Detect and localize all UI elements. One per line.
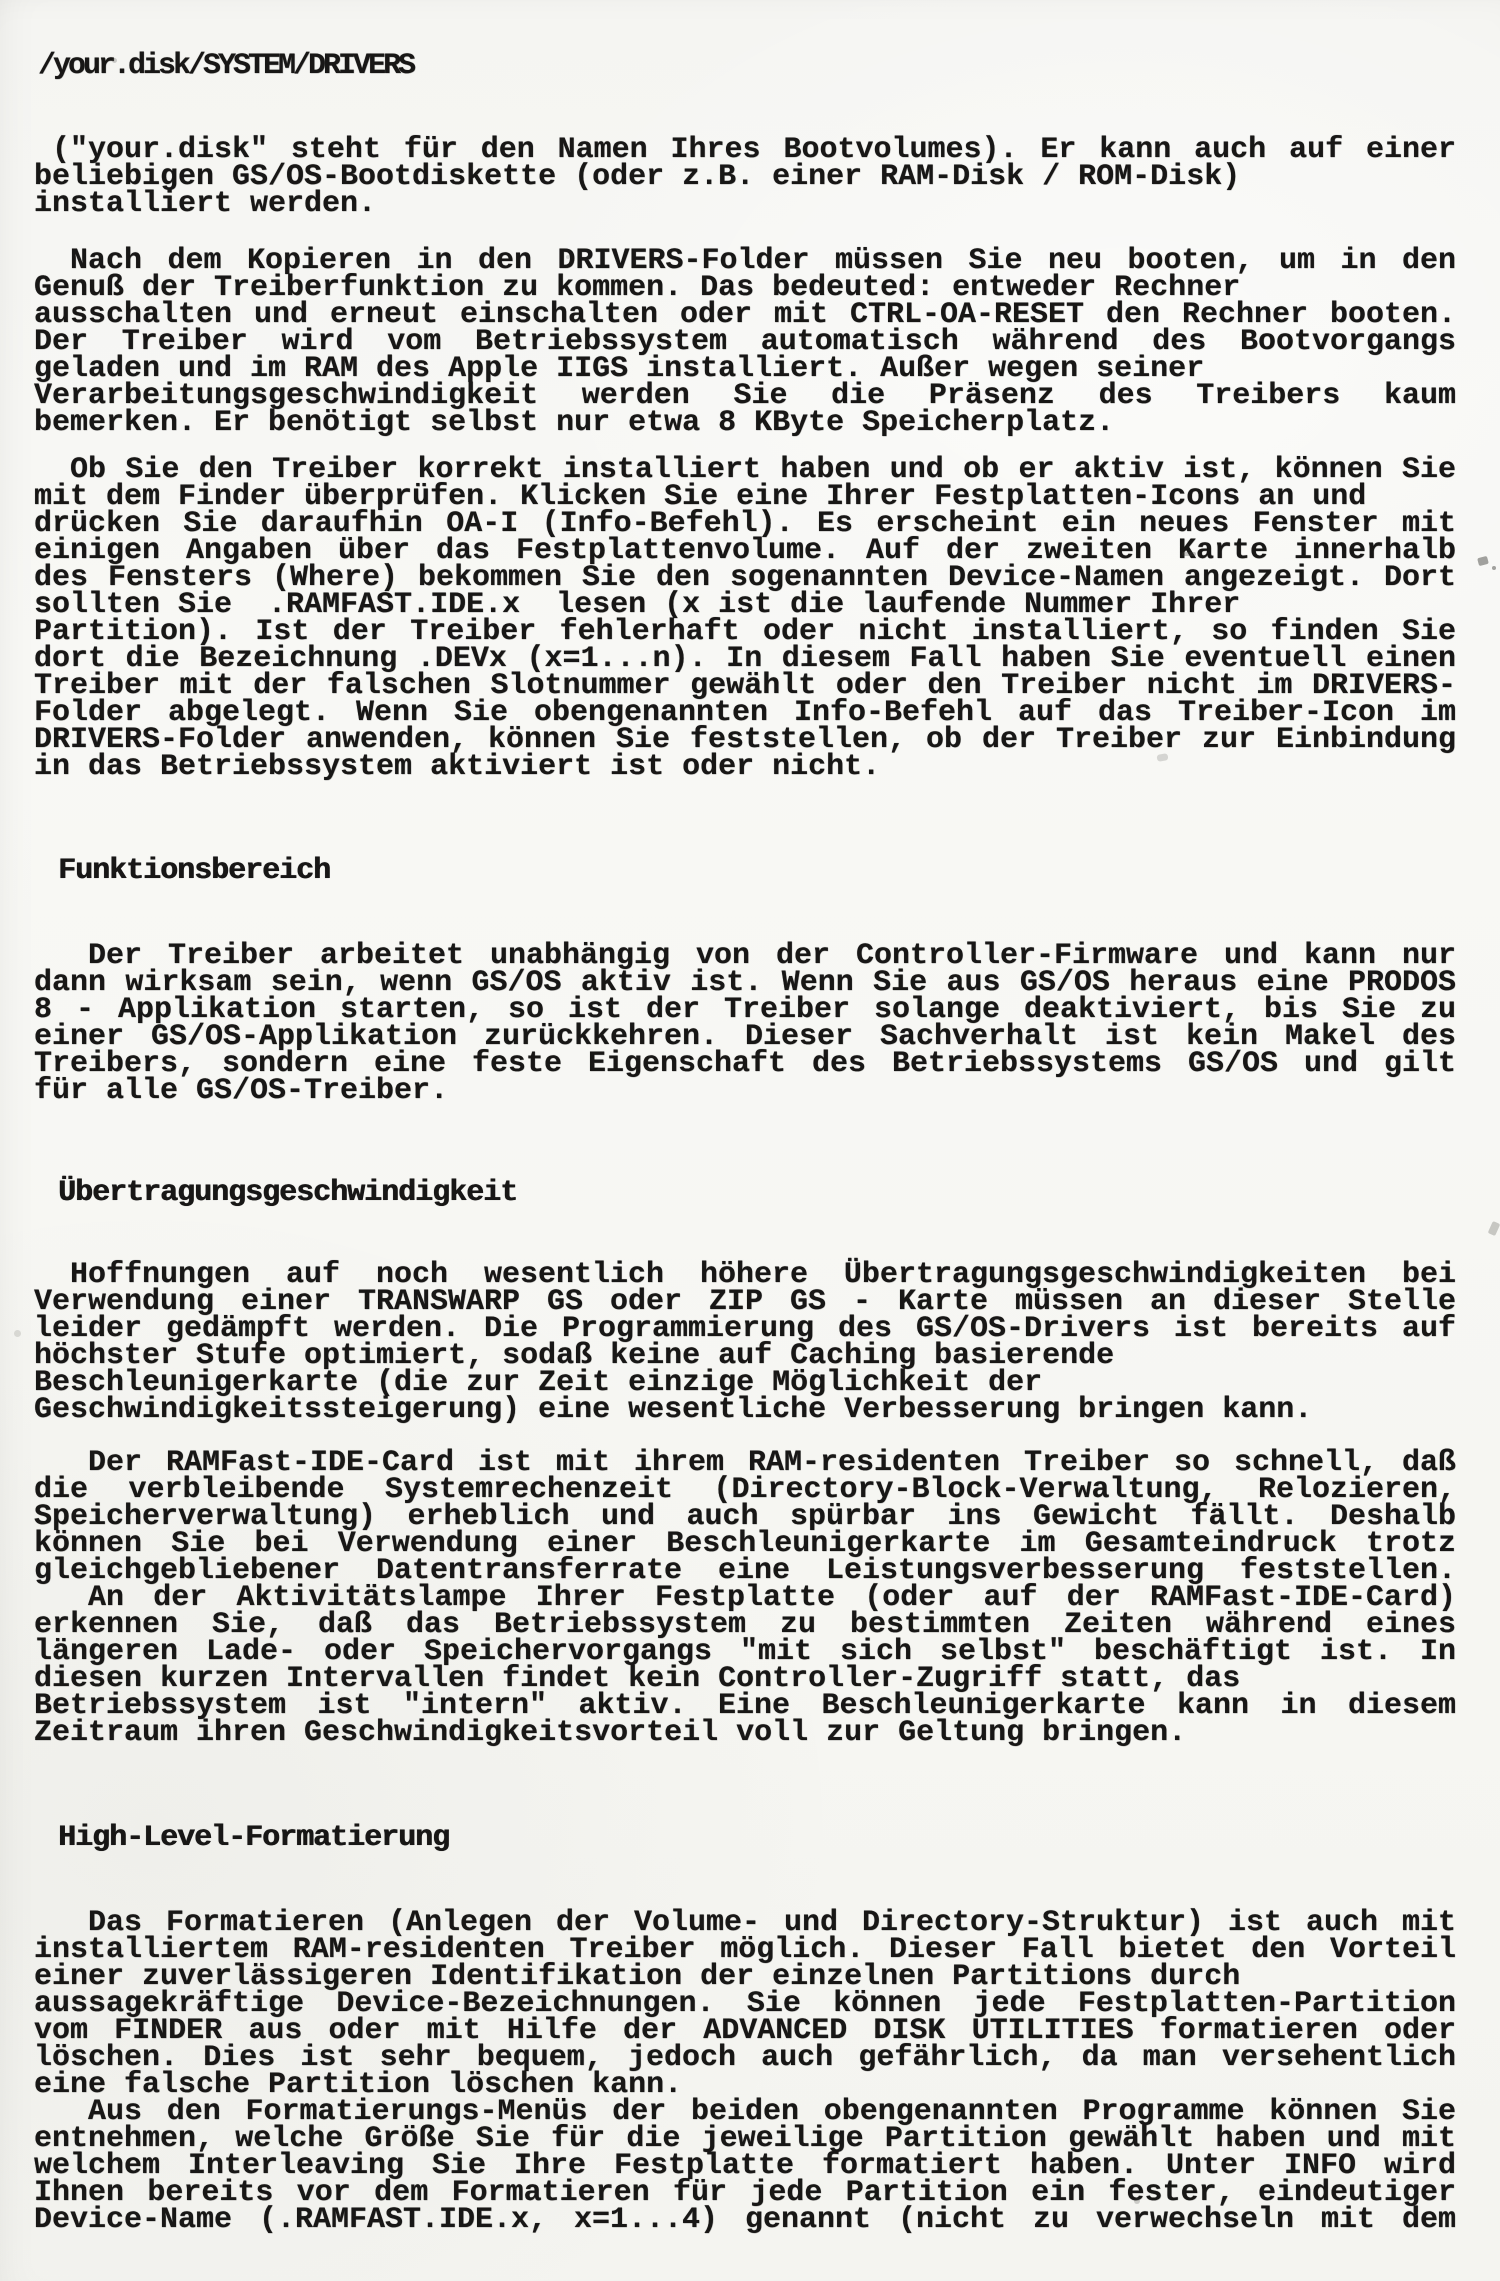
- paragraph: [34, 133, 1456, 221]
- text-line: einer GS/OS-Applikation zurückkehren. Dieser Sachverhalt ist kein Makel des: [34, 1020, 1456, 1054]
- paragraph: [34, 244, 1456, 440]
- text-line: Zeitraum ihren Geschwindigkeitsvorteil voll zur Geltung bringen.: [34, 1716, 1187, 1750]
- section-heading: High-Level-Formatierung: [58, 1821, 450, 1855]
- text-line: Device-Name (.RAMFAST.IDE.x, x=1...4) genannt (nicht zu verwechseln mit dem: [34, 2203, 1456, 2237]
- text-line: entnehmen, welche Größe Sie für die jeweilige Partition gewählt haben und mit: [34, 2122, 1456, 2156]
- text-line: mit dem Finder überprüfen. Klicken Sie eine Ihrer Festplatten-Icons an und: [34, 480, 1367, 514]
- scan-speck: [1477, 556, 1489, 566]
- text-line: Beschleunigerkarte (die zur Zeit einzige Möglichkeit der: [34, 1366, 1043, 1400]
- text-line: leider gedämpft werden. Die Programmierung des GS/OS-Drivers ist bereits auf: [34, 1312, 1456, 1346]
- scan-speck: [1492, 566, 1496, 570]
- text-line: DRIVERS-Folder anwenden, können Sie feststellen, ob der Treiber zur Einbindung: [34, 723, 1456, 757]
- scan-speck: [14, 1330, 21, 1337]
- text-line: Der Treiber arbeitet unabhängig von der Controller-Firmware und kann nur: [88, 939, 1456, 973]
- paragraph: [34, 939, 1456, 1108]
- text-line: Der Treiber wird vom Betriebssystem automatisch während des Bootvorgangs: [34, 325, 1456, 359]
- text-line: einer zuverlässigeren Identifikation der einzelnen Partitions durch: [34, 1960, 1241, 1994]
- section-heading: Funktionsbereich: [58, 854, 331, 888]
- text-line: löschen. Dies ist sehr bequem, jedoch auch gefährlich, da man versehentlich: [34, 2041, 1456, 2075]
- text-line: vom FINDER aus oder mit Hilfe der ADVANCED DISK UTILITIES formatieren oder: [34, 2014, 1456, 2048]
- text-line: können Sie bei Verwendung einer Beschleunigerkarte im Gesamteindruck trotz: [34, 1527, 1456, 1561]
- text-line: für alle GS/OS-Treiber.: [34, 1074, 449, 1108]
- text-line: einigen Angaben über das Festplattenvolume. Auf der zweiten Karte innerhalb: [34, 534, 1456, 568]
- document-body: [34, 133, 1456, 2237]
- text-line: Ihnen bereits vor dem Formatieren für jede Partition ein fester, eindeutiger: [34, 2176, 1456, 2210]
- text-line: des Fensters (Where) bekommen Sie den sogenannten Device-Namen angezeigt. Dort: [34, 561, 1456, 595]
- paragraph: [34, 453, 1456, 784]
- text-line: Das Formatieren (Anlegen der Volume- und Directory-Struktur) ist auch mit: [88, 1906, 1456, 1940]
- text-line: installiert werden.: [34, 187, 377, 221]
- section-heading: Übertragungsgeschwindigkeit: [58, 1176, 518, 1210]
- text-line: 8 - Applikation starten, so ist der Treiber solange deaktiviert, bis Sie zu: [34, 993, 1456, 1027]
- paragraph: [34, 1446, 1456, 1750]
- text-line: Nach dem Kopieren in den DRIVERS-Folder müssen Sie neu booten, um in den: [70, 244, 1456, 278]
- text-line: Der RAMFast-IDE-Card ist mit ihrem RAM-residenten Treiber so schnell, daß: [88, 1446, 1456, 1480]
- text-line: diesen kurzen Intervallen findet kein Controller-Zugriff statt, das: [34, 1662, 1241, 1696]
- text-line: Treibers, sondern eine feste Eigenschaft des Betriebssystems GS/OS und gilt: [34, 1047, 1456, 1081]
- text-line: Treiber mit der falschen Slotnummer gewählt oder den Treiber nicht im DRIVERS-: [34, 669, 1456, 703]
- text-line: Geschwindigkeitssteigerung) eine wesentliche Verbesserung bringen kann.: [34, 1393, 1313, 1427]
- text-line: erkennen Sie, daß das Betriebssystem zu bestimmten Zeiten während eines: [34, 1608, 1456, 1642]
- text-line: bemerken. Er benötigt selbst nur etwa 8 KByte Speicherplatz.: [34, 406, 1115, 440]
- text-line: Ob Sie den Treiber korrekt installiert haben und ob er aktiv ist, können Sie: [70, 453, 1456, 487]
- text-line: drücken Sie daraufhin OA-I (Info-Befehl). Es erscheint ein neues Fenster mit: [34, 507, 1456, 541]
- text-line: die verbleibende Systemrechenzeit (Directory-Block-Verwaltung, Relozieren,: [34, 1473, 1456, 1507]
- text-line: Speicherverwaltung) erheblich und auch spürbar ins Gewicht fällt. Deshalb: [34, 1500, 1456, 1534]
- text-line: höchster Stufe optimiert, sodaß keine auf Caching basierende: [34, 1339, 1115, 1373]
- text-line: beliebigen GS/OS-Bootdiskette (oder z.B. einer RAM-Disk / ROM-Disk): [34, 160, 1241, 194]
- text-line: gleichgebliebener Datentransferrate eine Leistungsverbesserung feststellen.: [34, 1554, 1456, 1588]
- text-line: sollten Sie .RAMFAST.IDE.x lesen (x ist die laufende Nummer Ihrer: [34, 588, 1241, 622]
- text-line: eine falsche Partition löschen kann.: [34, 2068, 683, 2102]
- text-line: installiertem RAM-residenten Treiber möglich. Dieser Fall bietet den Vorteil: [34, 1933, 1456, 1967]
- scan-speck: [1488, 1221, 1500, 1236]
- text-line: Verarbeitungsgeschwindigkeit werden Sie die Präsenz des Treibers kaum: [34, 379, 1456, 413]
- text-line: Partition). Ist der Treiber fehlerhaft oder nicht installiert, so finden Sie: [34, 615, 1456, 649]
- text-line: ausschalten und erneut einschalten oder mit CTRL-OA-RESET den Rechner booten.: [34, 298, 1456, 332]
- text-line: Folder abgelegt. Wenn Sie obengenannten Info-Befehl auf das Treiber-Icon im: [34, 696, 1456, 730]
- text-line: Verwendung einer TRANSWARP GS oder ZIP GS - Karte müssen an dieser Stelle: [34, 1285, 1456, 1319]
- text-line: welchem Interleaving Sie Ihre Festplatte formatiert haben. Unter INFO wird: [34, 2149, 1456, 2183]
- text-line: Aus den Formatierungs-Menüs der beiden obengenannten Programme können Sie: [88, 2095, 1456, 2129]
- text-line: dort die Bezeichnung .DEVx (x=1...n). In diesem Fall haben Sie eventuell einen: [34, 642, 1456, 676]
- text-line: in das Betriebssystem aktiviert ist oder nicht.: [34, 750, 881, 784]
- text-line: längeren Lade- oder Speichervorgangs "mit sich selbst" beschäftigt ist. In: [34, 1635, 1456, 1669]
- text-line: Hoffnungen auf noch wesentlich höhere Übertragungsgeschwindigkeiten bei: [70, 1258, 1456, 1292]
- paragraph: [34, 1906, 1456, 2237]
- text-line: dann wirksam sein, wenn GS/OS aktiv ist. Wenn Sie aus GS/OS heraus eine PRODOS: [34, 966, 1456, 1000]
- paragraph: [34, 1258, 1456, 1427]
- text-line: ("your.disk" steht für den Namen Ihres Bootvolumes). Er kann auch auf einer: [52, 133, 1456, 167]
- text-line: Betriebssystem ist "intern" aktiv. Eine Beschleunigerkarte kann in diesem: [34, 1689, 1456, 1723]
- text-line: Genuß der Treiberfunktion zu kommen. Das bedeuted: entweder Rechner: [34, 271, 1241, 305]
- text-line: geladen und im RAM des Apple IIGS installiert. Außer wegen seiner: [34, 352, 1205, 386]
- volume-path-header: /your.disk/SYSTEM/DRIVERS: [38, 49, 414, 83]
- text-line: An der Aktivitätslampe Ihrer Festplatte (oder auf der RAMFast-IDE-Card): [88, 1581, 1456, 1615]
- text-line: aussagekräftige Device-Bezeichnungen. Sie können jede Festplatten-Partition: [34, 1987, 1456, 2021]
